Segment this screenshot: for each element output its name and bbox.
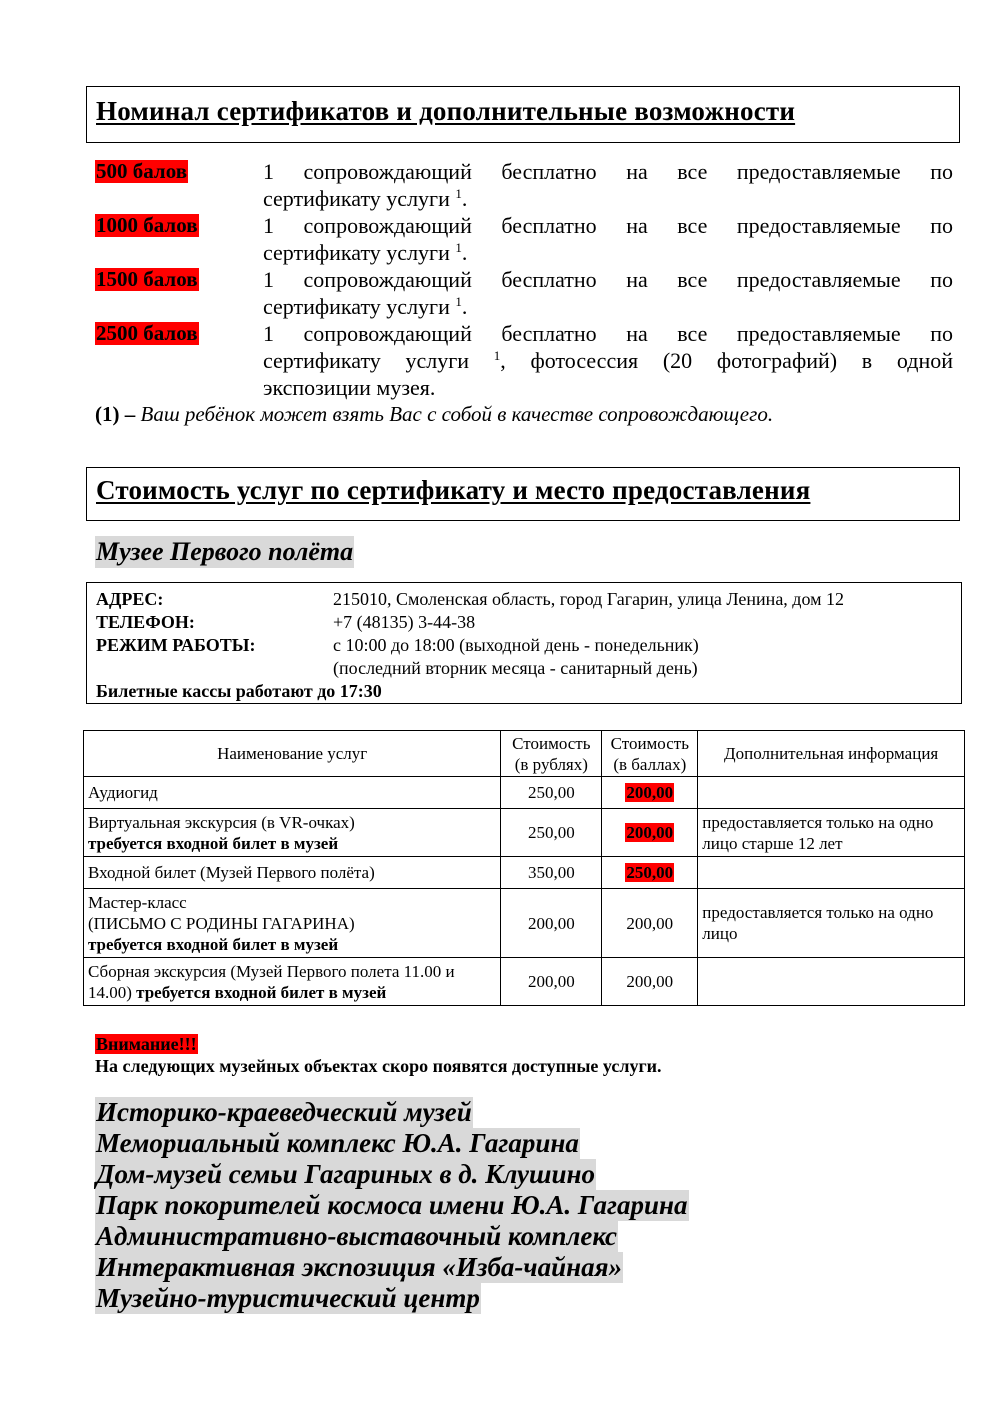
section-header-certificates bbox=[86, 86, 960, 143]
footnote-text: Ваш ребёнок может взять Вас с собой в качестве сопровождающего. bbox=[140, 402, 774, 426]
price-points: 200,00 bbox=[602, 958, 698, 1006]
ticket-note: Билетные кассы работают до 17:30 bbox=[96, 681, 382, 701]
price-rub: 200,00 bbox=[501, 889, 602, 958]
list-item: Дом-музей семьи Гагариных в д. Клушино bbox=[96, 1159, 595, 1189]
table-row bbox=[84, 889, 965, 958]
service-info: предоставляется только на одно лицо bbox=[698, 889, 965, 958]
service-name-cell bbox=[84, 889, 501, 958]
service-requirement: требуется входной билет в музей bbox=[136, 982, 387, 1002]
attention-text: На следующих музейных объектах скоро появятся доступные услуги. bbox=[95, 1056, 662, 1076]
list-item: Музейно-туристический центр bbox=[96, 1283, 480, 1313]
hours-label: РЕЖИМ РАБОТЫ: bbox=[96, 635, 256, 655]
service-name: Мастер-класс bbox=[88, 892, 187, 912]
certificate-description: 1 сопровождающий бесплатно на все предоставляемые по сертификату услуги $^1$. bbox=[263, 267, 953, 319]
list-item: Интерактивная экспозиция «Изба-чайная» bbox=[96, 1252, 623, 1282]
service-name: Виртуальная экскурсия (в VR-очках) bbox=[88, 812, 355, 832]
museum-info-box bbox=[86, 582, 962, 704]
list-item: Мемориальный комплекс Ю.А. Гагарина bbox=[96, 1128, 579, 1158]
service-name: Сборная экскурсия (Музей Первого полета 11.00 и 14.00) bbox=[88, 961, 455, 1002]
section-title-services: Стоимость услуг по сертификату и место предоставления bbox=[96, 475, 811, 505]
header-name: Наименование услуг bbox=[84, 731, 501, 777]
price-points: 200,00 bbox=[626, 823, 674, 842]
header-info: Дополнительная информация bbox=[698, 731, 965, 777]
certificate-description: 1 сопровождающий бесплатно на все предоставляемые по сертификату услуги $^1$. bbox=[263, 159, 953, 211]
hours-value: с 10:00 до 18:00 (выходной день - понедельник) bbox=[333, 635, 699, 655]
service-name-sub: (ПИСЬМО С РОДИНЫ ГАГАРИНА) bbox=[88, 913, 355, 933]
museum-title: Музее Первого полёта bbox=[96, 537, 354, 566]
table-row bbox=[84, 958, 965, 1006]
address-value: 215010, Смоленская область, город Гагарин, улица Ленина, дом 12 bbox=[333, 589, 845, 609]
list-item: Парк покорителей космоса имени Ю.А. Гагарина bbox=[96, 1190, 688, 1220]
certificate-row bbox=[95, 158, 953, 212]
certificate-description: 1 сопровождающий бесплатно на все предоставляемые по сертификату услуги $^1$, фотосессия (20 фотографий) в одной экспозиции музея. bbox=[263, 321, 953, 400]
price-points-cell bbox=[602, 777, 698, 809]
service-requirement: требуется входной билет в музей bbox=[88, 833, 339, 853]
certificate-row bbox=[95, 212, 953, 266]
price-points-cell bbox=[602, 857, 698, 889]
section-header-services bbox=[86, 467, 960, 521]
price-rub: 250,00 bbox=[501, 777, 602, 809]
price-rub: 250,00 bbox=[501, 809, 602, 857]
section-title-certificates: Номинал сертификатов и дополнительные возможности bbox=[96, 96, 796, 126]
address-label: АДРЕС: bbox=[96, 589, 164, 609]
attention-label: Внимание!!! bbox=[96, 1034, 197, 1054]
list-item: Административно-выставочный комплекс bbox=[96, 1221, 618, 1251]
table-row bbox=[84, 809, 965, 857]
service-info bbox=[698, 958, 965, 1006]
table-row bbox=[84, 777, 965, 809]
certificate-row bbox=[95, 266, 953, 320]
service-name: Входной билет (Музей Первого полёта) bbox=[84, 857, 501, 889]
service-info: предоставляется только на одно лицо старше 12 лет bbox=[698, 809, 965, 857]
service-info bbox=[698, 857, 965, 889]
certificate-badge: 500 балов bbox=[96, 159, 188, 183]
price-rub: 200,00 bbox=[501, 958, 602, 1006]
header-pts: Стоимость (в баллах) bbox=[602, 731, 698, 777]
price-points: 200,00 bbox=[602, 889, 698, 958]
table-row bbox=[84, 857, 965, 889]
service-requirement: требуется входной билет в музей bbox=[88, 934, 339, 954]
phone-value: +7 (48135) 3-44-38 bbox=[333, 612, 476, 632]
price-rub: 350,00 bbox=[501, 857, 602, 889]
certificate-row bbox=[95, 320, 953, 401]
price-points-cell bbox=[602, 809, 698, 857]
certificate-badge: 1500 балов bbox=[96, 267, 198, 291]
footnote bbox=[95, 402, 773, 427]
service-name: Аудиогид bbox=[84, 777, 501, 809]
price-points: 250,00 bbox=[626, 863, 674, 882]
service-name-cell bbox=[84, 958, 501, 1006]
table-header-row bbox=[84, 731, 965, 777]
header-rub: Стоимость (в рублях) bbox=[501, 731, 602, 777]
certificate-badge: 2500 балов bbox=[96, 321, 198, 345]
upcoming-museums-list bbox=[95, 1097, 689, 1314]
service-name-cell bbox=[84, 809, 501, 857]
list-item: Историко-краеведческий музей bbox=[96, 1097, 472, 1127]
service-info bbox=[698, 777, 965, 809]
certificate-description: 1 сопровождающий бесплатно на все предоставляемые по сертификату услуги $^1$. bbox=[263, 213, 953, 265]
footnote-mark: (1) – bbox=[95, 402, 136, 426]
phone-label: ТЕЛЕФОН: bbox=[96, 612, 195, 632]
services-table bbox=[83, 730, 965, 1006]
price-points: 200,00 bbox=[626, 783, 674, 802]
hours-note: (последний вторник месяца - санитарный день) bbox=[333, 658, 698, 678]
certificate-badge: 1000 балов bbox=[96, 213, 198, 237]
